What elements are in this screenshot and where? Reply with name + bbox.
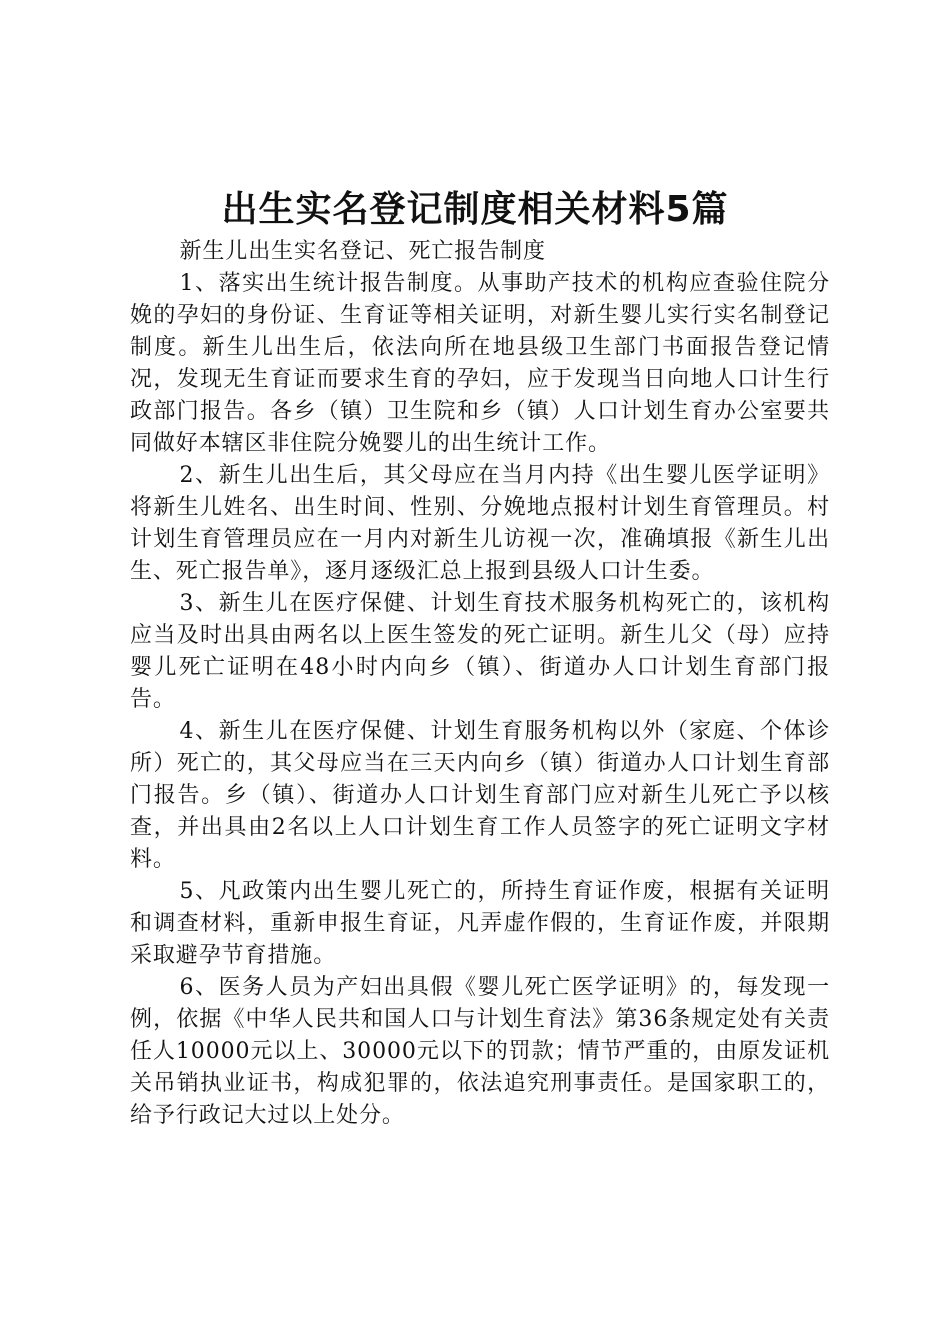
paragraph-subtitle: 新生儿出生实名登记、死亡报告制度	[179, 239, 546, 264]
document-title: 出生实名登记制度相关材料5篇	[221, 189, 729, 230]
paragraph-4: 4、新生儿在医疗保健、计划生育服务机构以外（家庭、个体诊所）死亡的，其父母应当在三天内向乡（镇）街道办人口计划生育部门报告。乡（镇）、街道办人口计划生育部门应对新生儿死亡予以核查，并出具由2名以上人口计划生育工作人员签字的死亡证明文字材料。	[130, 719, 830, 872]
paragraph-1: 1、落实出生统计报告制度。从事助产技术的机构应查验住院分娩的孕妇的身份证、生育证等相关证明，对新生婴儿实行实名制登记制度。新生儿出生后，依法向所在地县级卫生部门书面报告登记情况，发现无生育证而要求生育的孕妇，应于发现当日向地人口计生行政部门报告。各乡（镇）卫生院和乡（镇）人口计划生育办公室要共同做好本辖区非住院分娩婴儿的出生统计工作。	[130, 271, 830, 456]
paragraph-3: 3、新生儿在医疗保健、计划生育技术服务机构死亡的，该机构应当及时出具由两名以上医生签发的死亡证明。新生儿父（母）应持婴儿死亡证明在48小时内向乡（镇）、街道办人口计划生育部门报告。	[130, 591, 830, 712]
paragraph-2: 2、新生儿出生后，其父母应在当月内持《出生婴儿医学证明》将新生儿姓名、出生时间、性别、分娩地点报村计划生育管理员。村计划生育管理员应在一月内对新生儿访视一次，准确填报《新生儿出生、死亡报告单》，逐月逐级汇总上报到县级人口计生委。	[130, 463, 830, 584]
document-body	[130, 236, 830, 1132]
paragraph-5: 5、凡政策内出生婴儿死亡的，所持生育证作废，根据有关证明和调查材料，重新申报生育证，凡弄虚作假的，生育证作废，并限期采取避孕节育措施。	[130, 879, 830, 968]
paragraph-6: 6、医务人员为产妇出具假《婴儿死亡医学证明》的，每发现一例，依据《中华人民共和国人口与计划生育法》第36条规定处有关责任人10000元以上、30000元以下的罚款；情节严重的，由原发证机关吊销执业证书，构成犯罪的，依法追究刑事责任。是国家职工的，给予行政记大过以上处分。	[130, 975, 830, 1128]
